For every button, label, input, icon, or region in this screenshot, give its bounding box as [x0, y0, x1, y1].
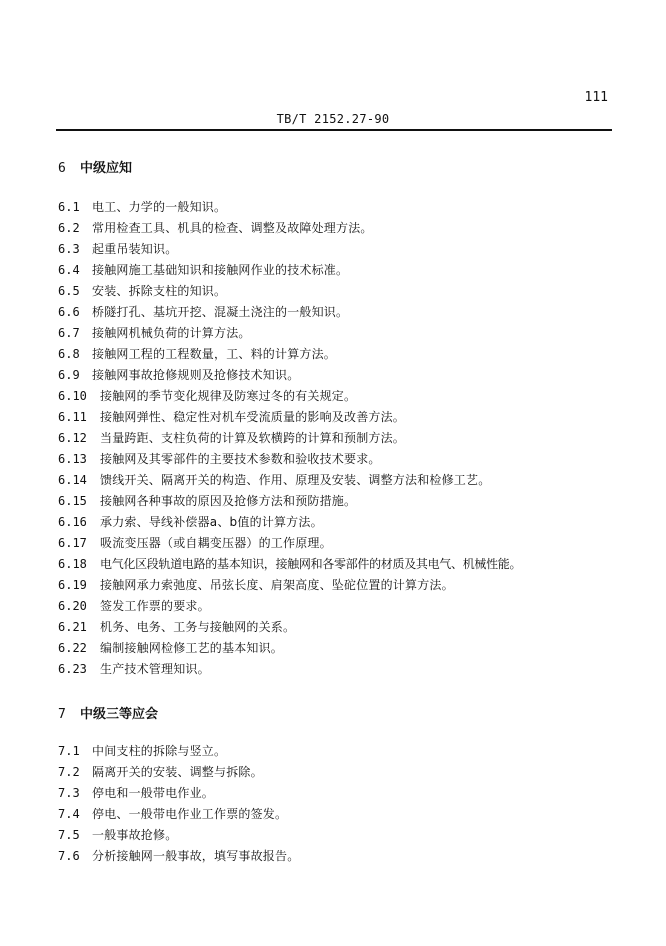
item-text: 安装、拆除支柱的知识。 [92, 284, 227, 298]
item-number: 7.4 [58, 807, 80, 821]
item-number: 7.2 [58, 765, 80, 779]
item-text: 接触网施工基础知识和接触网作业的技术标准。 [92, 263, 349, 277]
list-item [58, 493, 356, 509]
item-number: 7.5 [58, 828, 80, 842]
section-number: 7 [58, 707, 66, 722]
item-number: 6.23 [58, 662, 87, 676]
item-number: 6.3 [58, 242, 80, 256]
item-text: 接触网弹性、稳定性对机车受流质量的影响及改善方法。 [100, 410, 406, 424]
section-title: 中级三等应会 [80, 707, 159, 722]
item-text: 接触网承力索弛度、吊弦长度、肩架高度、坠砣位置的计算方法。 [100, 578, 454, 592]
list-item [58, 430, 405, 446]
item-number: 6.17 [58, 536, 87, 550]
list-item [58, 472, 490, 488]
page-number: 111 [584, 90, 608, 105]
item-text: 机务、电务、工务与接触网的关系。 [100, 620, 296, 634]
list-item [58, 743, 226, 759]
item-text: 当量跨距、支柱负荷的计算及软横跨的计算和预制方法。 [100, 431, 406, 445]
list-item [58, 764, 263, 780]
item-number: 6.14 [58, 473, 87, 487]
list-item [58, 619, 295, 635]
list-item [58, 556, 521, 572]
list-item [58, 388, 356, 404]
list-item [58, 409, 405, 425]
item-number: 7.3 [58, 786, 80, 800]
list-item [58, 262, 348, 278]
item-number: 6.6 [58, 305, 80, 319]
item-text: 签发工作票的要求。 [100, 599, 210, 613]
item-text: 常用检查工具、机具的检查、调整及故障处理方法。 [92, 221, 373, 235]
list-item [58, 325, 251, 341]
item-text: 馈线开关、隔离开关的构造、作用、原理及安装、调整方法和检修工艺。 [100, 473, 491, 487]
item-text: 接触网机械负荷的计算方法。 [92, 326, 251, 340]
item-text: 隔离开关的安装、调整与拆除。 [92, 765, 263, 779]
list-item [58, 220, 373, 236]
item-text: 停电和一般带电作业。 [92, 786, 215, 800]
list-item [58, 283, 226, 299]
list-item [58, 367, 299, 383]
item-number: 6.4 [58, 263, 80, 277]
item-number: 6.21 [58, 620, 87, 634]
item-text: 接触网及其零部件的主要技术参数和验收技术要求。 [100, 452, 381, 466]
section-heading-6 [58, 157, 132, 176]
list-item [58, 199, 226, 215]
list-item [58, 451, 381, 467]
list-item [58, 661, 210, 677]
item-number: 6.10 [58, 389, 87, 403]
item-number: 7.6 [58, 849, 80, 863]
item-text: 一般事故抢修。 [92, 828, 178, 842]
item-number: 7.1 [58, 744, 80, 758]
item-number: 6.15 [58, 494, 87, 508]
list-item [58, 848, 299, 864]
item-text: 电工、力学的一般知识。 [92, 200, 227, 214]
item-number: 6.2 [58, 221, 80, 235]
item-text: 生产技术管理知识。 [100, 662, 210, 676]
item-text: 吸流变压器（或自耦变压器）的工作原理。 [100, 536, 332, 550]
item-text: 接触网各种事故的原因及抢修方法和预防措施。 [100, 494, 357, 508]
item-text: 中间支柱的拆除与竖立。 [92, 744, 227, 758]
item-number: 6.16 [58, 515, 87, 529]
list-item [58, 514, 323, 530]
item-number: 6.7 [58, 326, 80, 340]
item-number: 6.8 [58, 347, 80, 361]
list-item [58, 827, 177, 843]
header-rule [56, 129, 612, 131]
list-item [58, 640, 283, 656]
list-item [58, 577, 454, 593]
section-heading-7 [58, 703, 158, 722]
item-text: 桥隧打孔、基坑开挖、混凝土浇注的一般知识。 [92, 305, 349, 319]
item-number: 6.1 [58, 200, 80, 214]
item-text: 电气化区段轨道电路的基本知识，接触网和各零部件的材质及其电气、机械性能。 [100, 557, 522, 571]
list-item [58, 806, 287, 822]
item-text: 接触网事故抢修规则及抢修技术知识。 [92, 368, 300, 382]
list-item [58, 785, 214, 801]
list-item [58, 598, 210, 614]
item-text: 编制接触网检修工艺的基本知识。 [100, 641, 284, 655]
item-text: 起重吊装知识。 [92, 242, 178, 256]
item-number: 6.20 [58, 599, 87, 613]
item-number: 6.13 [58, 452, 87, 466]
item-text: 接触网的季节变化规律及防寒过冬的有关规定。 [100, 389, 357, 403]
item-number: 6.12 [58, 431, 87, 445]
item-number: 6.22 [58, 641, 87, 655]
list-item [58, 535, 332, 551]
item-text: 停电、一般带电作业工作票的签发。 [92, 807, 288, 821]
list-item [58, 346, 336, 362]
section-title: 中级应知 [80, 161, 133, 176]
standard-code: TB/T 2152.27-90 [276, 112, 390, 126]
item-text: 承力索、导线补偿器a、b值的计算方法。 [100, 515, 323, 529]
item-number: 6.9 [58, 368, 80, 382]
item-number: 6.18 [58, 557, 87, 571]
section-number: 6 [58, 161, 66, 176]
item-text: 接触网工程的工程数量，工、料的计算方法。 [92, 347, 337, 361]
list-item [58, 304, 348, 320]
item-text: 分析接触网一般事故，填写事故报告。 [92, 849, 300, 863]
list-item [58, 241, 177, 257]
item-number: 6.5 [58, 284, 80, 298]
item-number: 6.11 [58, 410, 87, 424]
item-number: 6.19 [58, 578, 87, 592]
